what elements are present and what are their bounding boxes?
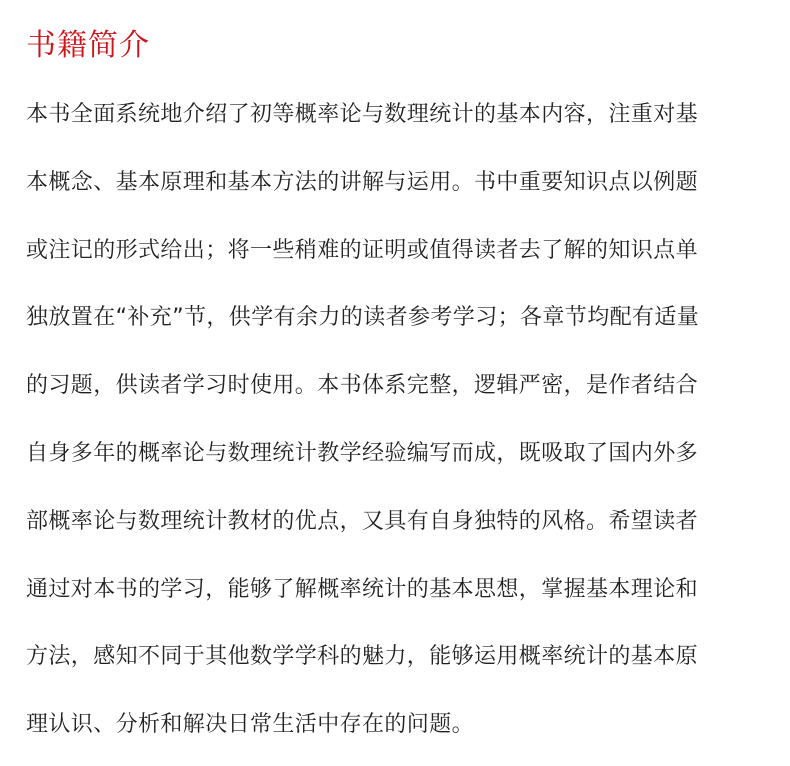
- description-line: 方法，感知不同于其他数学学科的魅力，能够运用概率统计的基本原: [26, 644, 699, 670]
- description-line: 本书全面系统地介绍了初等概率论与数理统计的基本内容，注重对基: [26, 102, 699, 127]
- description-line: 部概率论与数理统计教材的优点，又具有自身独特的风格。希望读者: [26, 508, 699, 534]
- description-line: 理认识、分析和解决日常生活中存在的问题。: [26, 712, 475, 738]
- book-description: [26, 88, 766, 766]
- description-line: 通过对本书的学习，能够了解概率统计的基本思想，掌握基本理论和: [26, 576, 699, 602]
- description-line: 或注记的形式给出；将一些稍难的证明或值得读者去了解的知识点单: [26, 237, 699, 263]
- description-line: 独放置在“补充”节，供学有余力的读者参考学习；各章节均配有适量: [26, 305, 700, 331]
- description-line: 的习题，供读者学习时使用。本书体系完整，逻辑严密，是作者结合: [26, 373, 699, 399]
- description-line: 自身多年的概率论与数理统计教学经验编写而成，既吸取了国内外多: [26, 440, 699, 466]
- description-line: 本概念、基本原理和基本方法的讲解与运用。书中重要知识点以例题: [26, 169, 699, 195]
- section-title: 书籍简介: [26, 28, 150, 63]
